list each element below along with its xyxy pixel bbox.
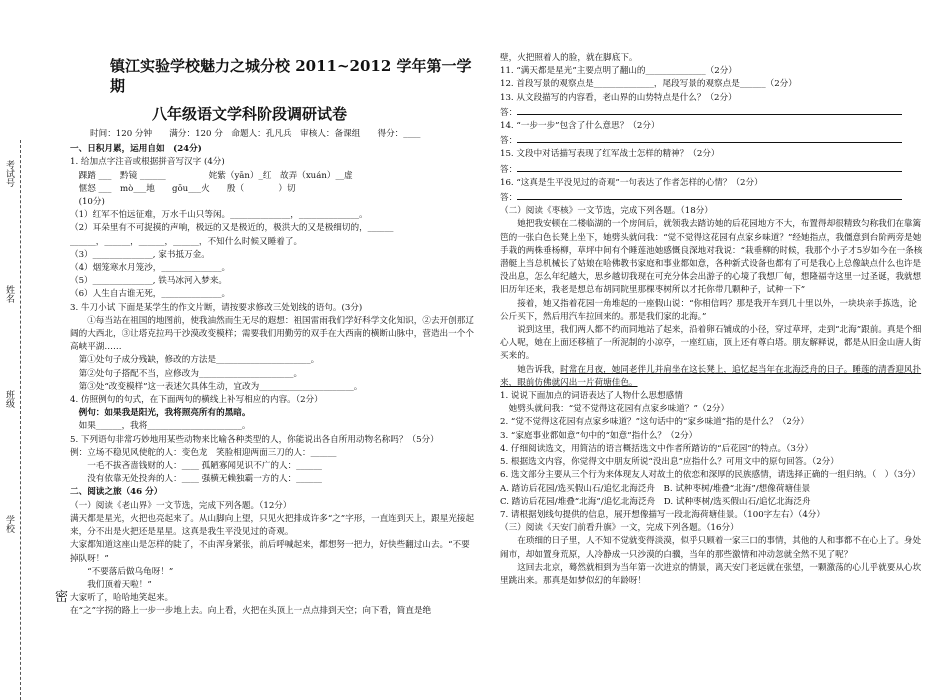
line-text: 11. “满天都是星光”主要点明了翻山的______________（2分） [500,66,737,77]
line-text: 大家听了，哈哈地笑起来。 [70,593,174,604]
line-text: 4. 仔细阅读选文，用简洁的语言概括选文中作者所踏访的“后花园”的特点。（3分） [500,443,814,454]
left-line [70,275,475,288]
left-line [70,236,475,249]
left-line [70,460,475,473]
line-text: 一、日积月累，运用自如 (24分) [70,144,202,155]
left-line [70,170,475,183]
right-line [500,92,925,105]
right-line [500,364,925,390]
line-text: 壁，火把照着人的脸，就在脚底下。 [500,53,638,63]
line-text: 说到这里，我们两人都不约而同地站了起来，沿着卵石铺成的小径，穿过草坪，走到“北海”跟前。真是个细心人呢，她在上面还移植了一所泥制的小凉亭，一座红庙，顶上还有尊白塔。朋友解释说，都是从旧金山唐人街买来的。 [500,325,922,362]
line-text: 15. 文段中对话描写表现了红军战士怎样的精神？（2分） [500,149,720,160]
right-line [500,443,925,456]
answer-line[interactable] [517,162,902,172]
left-line [70,394,475,407]
line-text: (10分) [70,197,105,208]
line-text: 3. “家庭事业都如意”句中的“如意”指什么？（2分） [500,430,698,441]
right-line [500,298,925,324]
line-text: （2）耳朵里有不可捉摸的声响，极远的又是极近的，极洪大的又是极细切的，______ [70,223,394,234]
binding-margin [0,0,40,700]
line-text: 二、阅读之旅（46 分） [70,487,163,498]
exam-no-label: 考试号 [4,160,14,187]
right-line [500,456,925,469]
line-text: 16. “这真是生平没见过的奇观”一句表达了作者怎样的心情？（2分） [500,177,763,188]
line-text: 满天都是星光，火把也亮起来了。从山脚向上望，只见火把排成许多“之”字形，一直连到天上，跟星光接起来，分不出是火把还是星星。这真是我生平没见过的奇观。 [70,513,475,538]
line-text: 在“之”字拐的路上一步一步地上去。向上看，火把在头顶上一点点排到天空；向下看，简直是绝 [70,606,432,617]
left-line [70,566,475,579]
line-text: 踝踏 ___ 黔镜 ______ 姹紫（yān）_红 故弄（xuán）__虚 [70,170,353,181]
left-line [70,486,475,499]
right-line [500,105,925,120]
line-text: 4. 仿照例句的句式，在下面两句的横线上补写相应的内容。（2分） [70,395,323,406]
left-line [70,288,475,301]
right-line [500,509,925,522]
right-line [500,562,925,588]
right-line [500,483,925,496]
left-line [70,473,475,486]
right-line [500,324,925,364]
line-text: （1）红军不怕远征难，万水千山只等闲。______________，______________。 [70,210,368,221]
right-line [500,205,925,218]
right-line [500,496,925,509]
left-line [70,579,475,592]
right-line [500,416,925,429]
line-text: 1. 给加点字注音或根据拼音写汉字 (4分) [70,157,225,168]
left-line [70,156,475,169]
left-line [70,354,475,367]
line-text: 7. 请根据划线句提供的信息，展开想像描写一段北海荷塘佳景。（100字左右）（4分） [500,509,825,520]
left-line [70,143,475,156]
line-text: 6. 选文部分主要从三个行为来体现友人对故土的依恋和深厚的民族感情，请选择正确的一组归纳。（ ）（3分） [500,470,921,481]
left-line [70,592,475,605]
left-line [70,183,475,196]
line-text: 5. 根据选文内容，你觉得文中朋友所说“没出息”应指什么？可用文中的原句回答。（2分） [500,457,839,468]
line-text: “不要落后做乌龟呀！” [70,566,174,577]
left-line [70,196,475,209]
line-text: （三）阅读《天安门前看升旗》一文，完成下列各题。（16分） [500,523,739,534]
left-line [70,513,475,539]
seal-mark: 密 [55,590,69,605]
line-text: 第③处“改变模样”这一表述欠具体生动，宜改为______________________。 [70,381,363,392]
left-line [70,500,475,513]
line-text: （6）人生自古谁无死，______________。 [70,289,231,300]
line-text: C. 踏访后花园/堆叠“北海”/追忆北海泛舟 D. 试种枣树/选买假山石/追忆北海泛舟 [500,496,811,507]
line-text: 如果______，我将______________________。 [70,421,251,432]
left-line [70,407,475,420]
line-text: 大家都知道这座山是怎样的陡了，不由浑身紧张，前后呼喊起来，都想努一把力，好快些翻过山去。“不要掉队呀！” [70,540,470,564]
left-line [70,447,475,460]
line-text: 惬怒 ___ mò___地 gōu___火 殷（ ）切 [70,183,296,194]
left-line [70,539,475,565]
right-column [500,0,925,588]
line-text: 5. 下列语句非常巧妙地用某些动物来比喻各种类型的人，你能说出各自所用动物名称吗？（5分） [70,434,439,445]
line-text: 1. 说说下面加点的词语表达了人物什么思想感情 [500,391,683,402]
line-text: （4）烟笼寒水月笼沙，______________。 [70,263,231,274]
class-label: 班级 [4,390,14,408]
right-line [500,162,925,177]
left-line [70,434,475,447]
left-column [70,0,475,619]
right-line [500,190,925,205]
answer-line[interactable] [517,190,902,200]
right-line [500,430,925,443]
seal-line [20,140,21,700]
right-line [500,218,925,297]
right-line [500,535,925,561]
right-line [500,120,925,133]
line-text: （一）阅读《老山界》一文节选，完成下列各题。（12分） [70,500,292,511]
right-line [500,148,925,161]
line-text: 第②处句子搭配不当，应修改为______________________。 [70,368,303,379]
line-text: 我们顶着天啦！” [70,579,152,590]
left-line [70,302,475,315]
right-line [500,133,925,148]
line-text: （二）阅读《枣核》一文节选，完成下列各题。（18分） [500,206,713,217]
right-line [500,52,925,65]
line-text: 她劈头就问我：“觉不觉得这花园有点家乡味道？”（2分） [500,404,730,415]
line-text: 例句：如果我是阳光，我将照亮所有的黑暗。 [70,408,251,419]
left-body [70,143,475,618]
name-label: 姓名 [4,285,14,303]
right-line [500,65,925,78]
line-text: 2. “觉不觉得这花园有点家乡味道？”这句话中的“家乡味道”指的是什么？（2分） [500,417,809,428]
line-text: 她告诉我， [500,364,561,375]
line-text: （3）______________, 家书抵万金。 [70,249,210,260]
underlined-sentence: 时常在月夜，她同老伴儿并肩坐在这长凳上，追忆起当年在北海泛舟的日子。睡莲的清香迎风扑来，眼前仿佛就闪出一片荷塘佳色。 [500,364,922,388]
line-text: A. 踏访后花园/选买假山石/追忆北海泛舟 B. 试种枣树/堆叠“北海”/想像荷塘佳景 [500,483,811,494]
line-text: 一毛不拔吝啬钱财的人：____ 孤陋寡闻见识不广的人：______ [70,461,322,472]
left-line [70,381,475,394]
left-line [70,315,475,355]
school-label: 学校 [4,515,14,533]
right-line [500,390,925,403]
right-line [500,469,925,482]
exam-subtitle: 八年级语文学科阶段调研试卷 [152,105,348,123]
line-text: 3. 牛刀小试 下面是某学生的作文片断，请按要求修改三处划线的语句。(3分) [70,302,363,313]
line-text: 答： [500,107,518,118]
left-line [70,222,475,235]
line-text: 第①处句子成分残缺，修改的方法是______________________。 [70,355,320,366]
left-line [70,209,475,222]
line-text: 这回去北京，蓦然就相到为当年第一次进京的情景，离天安门老远就在张望，一颗激荡的心儿乎就要从心坎里跳出来。那真是如梦似幻的年龄呀！ [500,562,922,586]
exam-meta: 时间：120 分钟 满分：120 分 命题人：孔凡兵 审核人：备课组 得分：____ [90,129,421,139]
line-text: 答： [500,136,518,147]
exam-title: 镇江实验学校魅力之城分校 2011~2012 学年第一学期 [110,57,472,95]
line-text: 答： [500,164,518,175]
line-text: 例：立场不稳见风使舵的人：变色龙 笑脸相迎两面三刀的人：______ [70,447,337,458]
line-text: ______，______，______，______，不知什么时候又睡着了。 [70,236,303,247]
line-text: 没有依靠无处投奔的人：____ 强横无赖独霸一方的人：______ [70,474,322,485]
line-text: 12. 首段写景的观察点是______________，尾段写景的观察点是______（2分） [500,79,797,90]
left-line [70,605,475,618]
right-line [500,177,925,190]
line-text: 她把我安顿在二楼临湖的一个房间后，就领我去踏访她的后花园地方不大，布置得却很精致匀称我们在靠篱笆的一张白色长凳上坐下，她劈头就问我：“觉不觉得这花园有点家乡味道？”经她指点，我僵意到台阶两旁是她手栽的两株垂杨柳，草坪中间有个睡莲池她感慨良深地对我说：“栽垂柳的时候，我那个小子才5岁如今在一条核潜艇上当总机械长了姑娘在哈佛教书家庭和事业都如意，各种新式设备也都有了可是我心上总像缺点什么也许是没出息，怎么年纪越大，思乡越切我现在可充分体会出游子的心境了我想厂甸，想隆福寺这里一过圣诞，我就想旧历年还来，我老是想总布胡同院里那棵枣树所以才托你带几颗种子，试种一下” [500,219,923,296]
line-text: ①每当站在祖国的地图前，使我油然而生无尽的遐想：祖国雷雨我们学好科学文化知识，②去开创那辽阔的大西北，③让塔克拉玛干沙漠改变模样；需要我们用勤劳的双手在大西南的横断山脉中，营造出一个个高峡平湖…… [70,315,474,353]
left-line [70,420,475,433]
line-text: 接着，她又指着花园一角堆起的一座假山说：“你相信吗？那是我开车到几十里以外，一块块亲手拣选，论公斤买下，然后用汽车拉回来的。那是我们家的北海。” [500,298,917,322]
right-body [500,52,925,588]
left-line [70,249,475,262]
left-line [70,368,475,381]
right-line [500,403,925,416]
right-line [500,78,925,91]
line-text: 在琐细的日子里，人不知不觉就变得淡漠，似乎只顾着一家三口的事情，其他的人和事都不在心上了。身处闹市，却如置身荒原，人冷静成一只沙漠的白骥，当年的那些激情和冲动忽就全然不见了呢？ [500,536,922,560]
line-text: 答： [500,193,518,204]
right-line [500,522,925,535]
line-text: （5）______________, 铁马冰河入梦来。 [70,276,228,287]
line-text: 14. “一步一步”包含了什么意思？（2分） [500,121,660,132]
answer-line[interactable] [517,133,902,143]
answer-line[interactable] [517,105,902,115]
left-line [70,262,475,275]
line-text: 13. 从文段描写的内容看，老山界的山势特点是什么？（2分） [500,92,737,103]
